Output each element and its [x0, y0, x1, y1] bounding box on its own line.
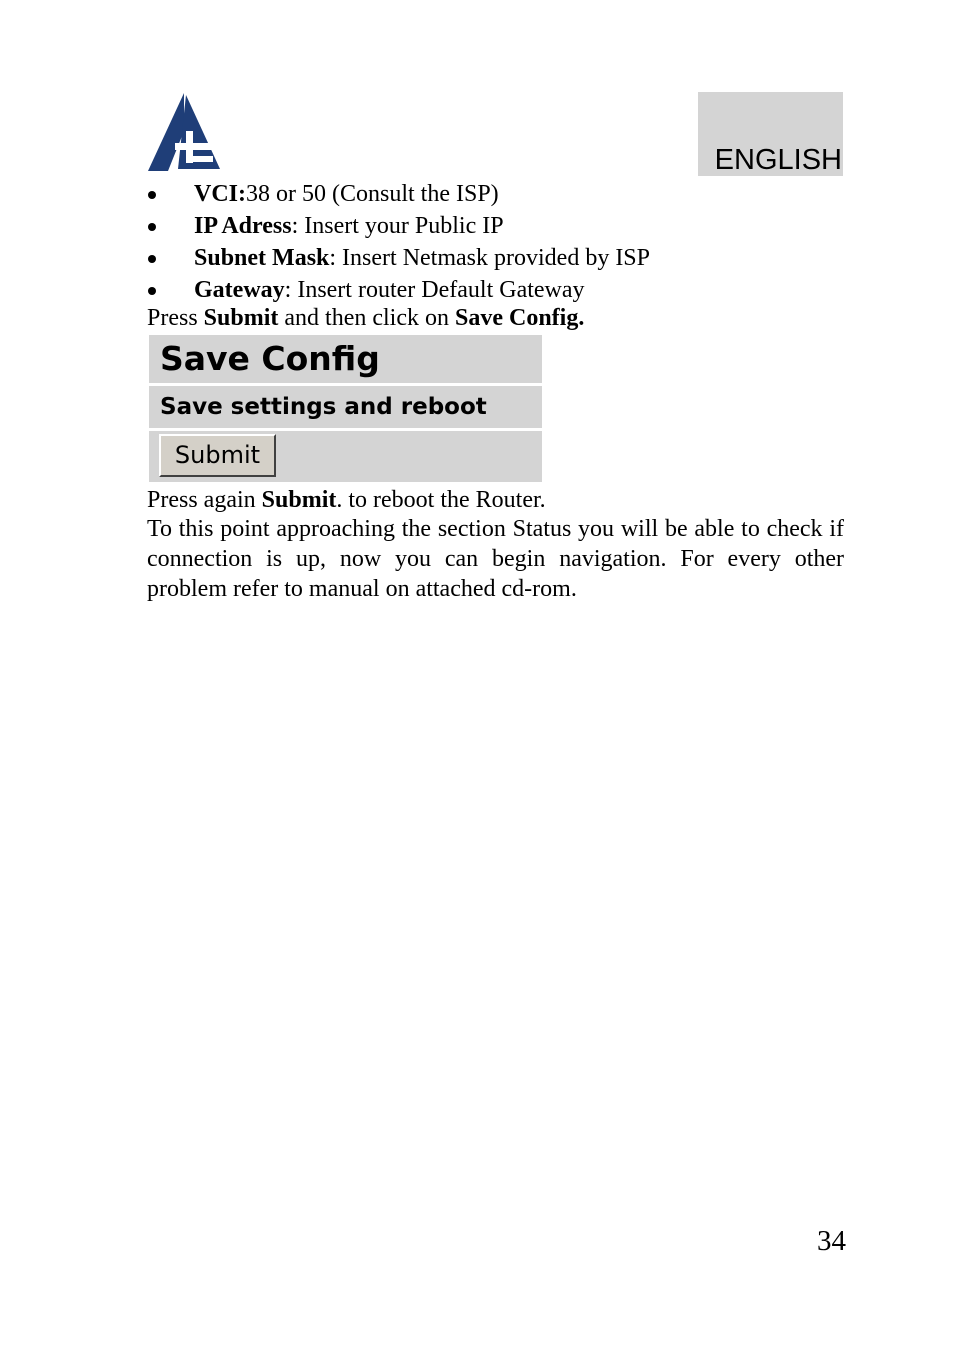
bullet-text: : Insert router Default Gateway	[284, 277, 585, 303]
bullet-dot	[148, 255, 156, 263]
bullet-term: IP Adress	[194, 213, 292, 239]
save-config-subtitle: Save settings and reboot	[160, 394, 487, 420]
instruction-text: and then click on	[278, 305, 455, 331]
instruction-bold-submit: Submit	[203, 305, 279, 331]
bullet-ip-address	[147, 210, 847, 242]
bullet-dot	[148, 191, 156, 199]
submit-button[interactable]: Submit	[159, 434, 276, 477]
atlantis-logo-icon	[148, 93, 220, 171]
bullet-subnet-mask	[147, 242, 847, 274]
save-config-panel	[149, 335, 542, 482]
bullet-term: VCI:	[194, 181, 246, 207]
instruction-bold-save-config: Save Config.	[455, 305, 585, 331]
bullet-term: Subnet Mask	[194, 245, 330, 271]
bullet-dot	[148, 223, 156, 231]
save-config-title-bar	[149, 335, 542, 383]
bullet-text: : Insert your Public IP	[291, 213, 504, 239]
instruction-bold-submit: Submit	[261, 487, 337, 513]
save-config-button-row	[149, 431, 542, 482]
save-config-title: Save Config	[160, 339, 380, 378]
bullet-gateway	[147, 274, 847, 306]
instruction-text: . to reboot the Router.	[336, 487, 546, 513]
bullet-dot	[148, 287, 156, 295]
instruction-text: Press	[147, 305, 204, 331]
instruction-press-again	[147, 485, 844, 515]
page-number: 34	[817, 1225, 846, 1257]
instruction-text: Press again	[147, 487, 262, 513]
language-label: ENGLISH	[714, 144, 842, 176]
bullet-text: : Insert Netmask provided by ISP	[329, 245, 650, 271]
language-tab	[698, 92, 843, 176]
bullet-text: 38 or 50 (Consult the ISP)	[246, 181, 499, 207]
save-config-subtitle-bar	[149, 386, 542, 428]
bullet-vci	[147, 178, 847, 210]
settings-bullet-list	[147, 178, 847, 306]
instruction-submit-save	[147, 303, 844, 333]
bullet-term: Gateway	[194, 277, 285, 303]
closing-paragraph: To this point approaching the section Status you will be able to check if connection is up, now you can begin navigation. For every other problem refer to manual on attached cd-rom.	[147, 516, 844, 602]
